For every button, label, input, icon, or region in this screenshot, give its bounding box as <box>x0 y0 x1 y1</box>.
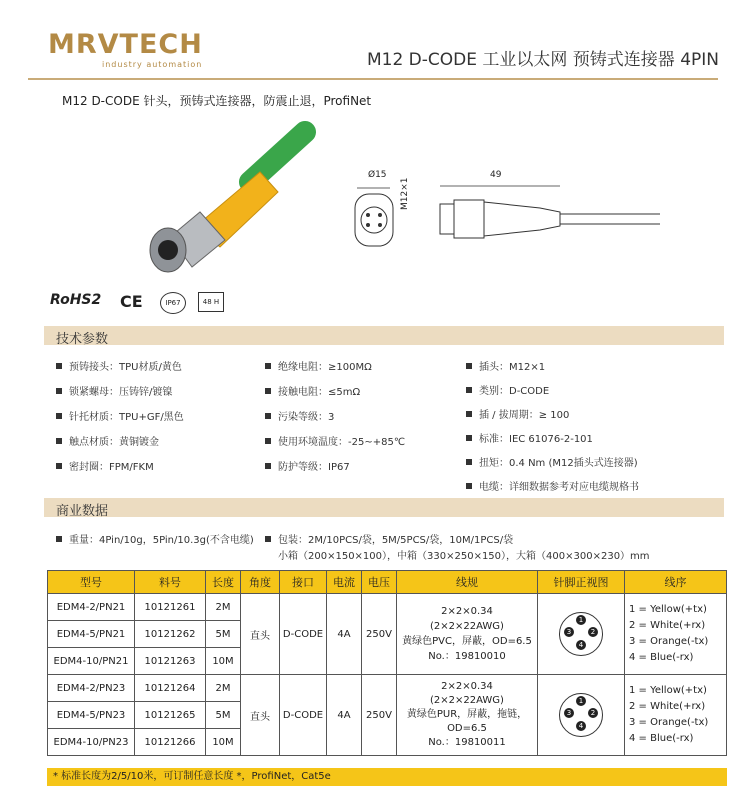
tech-col-2 <box>265 358 405 483</box>
pinout-diagram: 1 2 3 4 <box>538 594 625 675</box>
spec-item: 锁紧螺母：压铸锌/镀镍 <box>56 383 184 408</box>
dia-label: Ø15 <box>368 170 387 180</box>
spec-item: 标准：IEC 61076-2-101 <box>466 430 639 454</box>
footnote: * 标准长度为2/5/10米，可订制任意长度 *，ProfiNet，Cat5e <box>47 768 727 786</box>
spec-item: 触点材质：黄铜镀金 <box>56 433 184 458</box>
table-row: EDM4-5/PN21 10121262 5M <box>48 621 727 648</box>
spec-item: 接触电阻：≤5mΩ <box>265 383 405 408</box>
weight-info: 重量：4Pin/10g，5Pin/10.3g(不含电缆) <box>56 531 254 546</box>
brand-logo <box>48 30 208 76</box>
col-part: 料号 <box>135 571 206 594</box>
spec-item: 污染等级：3 <box>265 408 405 433</box>
ip67-mark: IP67 <box>160 292 186 314</box>
logo-subtitle: industry automation <box>102 60 203 69</box>
table-row: EDM4-5/PN23 10121265 5M <box>48 702 727 729</box>
page-title: M12 D-CODE 工业以太网 预铸式连接器 4PIN <box>366 50 719 70</box>
table-row: EDM4-10/PN21 10121263 10M <box>48 648 727 675</box>
col-angle: 角度 <box>241 571 280 594</box>
table-row: EDM4-10/PN23 10121266 10M <box>48 729 727 756</box>
salt-spray-mark: 48 H <box>198 292 224 312</box>
col-current: 电流 <box>327 571 362 594</box>
spec-item: 插头：M12×1 <box>466 358 639 382</box>
col-pinout: 针脚正视图 <box>538 571 625 594</box>
spec-item: 扭矩：0.4 Nm (M12插头式连接器) <box>466 454 639 478</box>
tech-col-3 <box>466 358 639 502</box>
product-subtitle: M12 D-CODE 针头，预铸式连接器，防震止退，ProfiNet <box>62 94 372 108</box>
col-length: 长度 <box>206 571 241 594</box>
table-header-row <box>48 571 727 594</box>
biz-section-title: 商业数据 <box>56 504 109 519</box>
col-wire: 线规 <box>397 571 538 594</box>
product-photo <box>130 112 340 282</box>
header-divider <box>28 78 718 80</box>
rohs-mark: RoHS2 <box>50 292 102 308</box>
length-label: 49 <box>490 170 502 180</box>
table-row: EDM4-2/PN21 10121261 2M 直头 D-CODE 4A 250V 2×2×0.34 (2×2×22AWG) 黄绿色PVC，屏蔽，OD=6.5 No.：19810010 1 2 3 4 1 = Yellow(+tx) 2 = White(+rx) 3 = Orange(-tx) 4 = Blue(-rx) <box>48 594 727 621</box>
spec-item: 针托材质：TPU+GF/黑色 <box>56 408 184 433</box>
wiring-list: 1 = Yellow(+tx) 2 = White(+rx) 3 = Orange(-tx) 4 = Blue(-rx) <box>625 675 727 756</box>
pinout-diagram: 1 2 3 4 <box>538 675 625 756</box>
biz-section-bar <box>44 498 724 517</box>
col-model: 型号 <box>48 571 135 594</box>
spec-item: 绝缘电阻：≥100MΩ <box>265 358 405 383</box>
packaging-info: 包装：2M/10PCS/袋，5M/5PCS/袋，10M/1PCS/袋 <box>265 531 513 546</box>
product-table <box>47 570 727 756</box>
logo-text: MRVTECH <box>48 29 203 60</box>
table-row: EDM4-2/PN23 10121264 2M 直头 D-CODE 4A 250V 2×2×0.34 (2×2×22AWG) 黄绿色PUR，屏蔽，拖链， OD=6.5 No.：19810011 1 2 3 4 1 = Yellow(+tx) 2 = White(+rx) 3 = Orange(-tx) 4 = Blue(-rx) <box>48 675 727 702</box>
spec-item: 类别：D-CODE <box>466 382 639 406</box>
col-interface: 接口 <box>280 571 327 594</box>
thread-label: M12×1 <box>400 177 410 210</box>
wiring-list: 1 = Yellow(+tx) 2 = White(+rx) 3 = Orange(-tx) 4 = Blue(-rx) <box>625 594 727 675</box>
tech-col-1 <box>56 358 184 483</box>
box-info: 小箱（200×150×100），中箱（330×250×150），大箱（400×300×230）mm <box>278 551 650 562</box>
col-voltage: 电压 <box>362 571 397 594</box>
wire-spec: 2×2×0.34 (2×2×22AWG) 黄绿色PUR，屏蔽，拖链， OD=6.5 No.：19810011 <box>397 675 538 756</box>
spec-item: 使用环境温度：-25~+85℃ <box>265 433 405 458</box>
wire-spec: 2×2×0.34 (2×2×22AWG) 黄绿色PVC，屏蔽，OD=6.5 No.：19810010 <box>397 594 538 675</box>
tech-section-title: 技术参数 <box>56 332 109 347</box>
col-wiring: 线序 <box>625 571 727 594</box>
spec-item: 电缆：详细数据参考对应电缆规格书 <box>466 478 639 502</box>
ce-mark: CE <box>120 292 143 311</box>
spec-item: 密封圈：FPM/FKM <box>56 458 184 483</box>
spec-item: 防护等级：IP67 <box>265 458 405 483</box>
spec-item: 预铸接头：TPU材质/黄色 <box>56 358 184 383</box>
tech-section-bar <box>44 326 724 345</box>
spec-item: 插 / 拔周期：≥ 100 <box>466 406 639 430</box>
